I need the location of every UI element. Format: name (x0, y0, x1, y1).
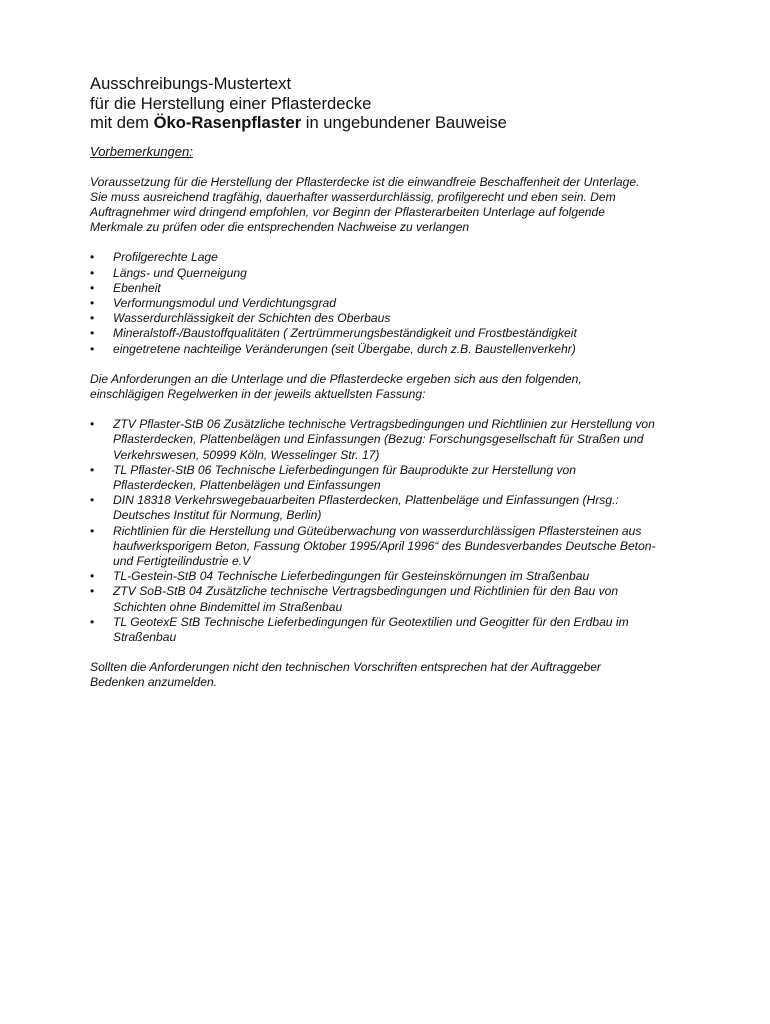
title-line-3 (90, 113, 690, 133)
product-name: Öko-Rasenpflaster (153, 113, 302, 132)
title-line-3-suffix: in ungebundener Bauweise (301, 113, 507, 132)
regulations-list (90, 417, 690, 645)
criteria-list (90, 250, 690, 356)
intro-paragraph (90, 175, 690, 236)
intro-line: Sie muss ausreichend tragfähig, dauerhafter wasserdurchlässig, profilgerecht und eben sein. Dem (90, 189, 616, 204)
regulation-line: ZTV SoB-StB 04 Zusätzliche technische Vertragsbedingungen und Richtlinien für den Bau von (113, 584, 619, 599)
closing-line: Sollten die Anforderungen nicht den technischen Vorschriften entsprechen hat der Auftraggeber (90, 660, 601, 675)
regulation-line: Straßenbau (113, 629, 177, 644)
regulation-line: haufwerksporigem Beton, Fassung Oktober 1995/April 1996“ des Bundesverbandes Deutsche Beton- (113, 538, 656, 553)
title-line-2: für die Herstellung einer Pflasterdecke (90, 93, 372, 113)
regulation-line: Verkehrswesen, 50999 Köln, Wesselinger Str. 17) (113, 447, 380, 462)
regulation-item (90, 569, 690, 584)
regulation-item (90, 493, 690, 523)
intro-line: Voraussetzung für die Herstellung der Pflasterdecke ist die einwandfreie Beschaffenheit der Unterlage. (90, 174, 640, 189)
regulation-line: TL Pflaster-StB 06 Technische Lieferbedingungen für Bauprodukte zur Herstellung von (113, 462, 576, 477)
regulation-line: Deutsches Institut für Normung, Berlin) (113, 508, 322, 523)
title-line-3-prefix: mit dem (90, 113, 154, 132)
regulation-item (90, 615, 690, 645)
regulation-item (90, 463, 690, 493)
document-body (90, 74, 690, 691)
criteria-item: • Verformungsmodul und Verdichtungsgrad (90, 296, 690, 311)
regulation-item (90, 417, 690, 463)
criteria-item: • Profilgerechte Lage (90, 250, 690, 265)
intro-line: Merkmale zu prüfen oder die entsprechenden Nachweise zu verlangen (90, 220, 470, 235)
criteria-item: • eingetretene nachteilige Veränderungen (seit Übergabe, durch z.B. Baustellenverkehr) (90, 342, 690, 357)
criteria-item: • Ebenheit (90, 281, 690, 296)
regulation-line: Pflasterdecken, Plattenbelägen und Einfassungen (Bezug: Forschungsgesellschaft für Straßen und (113, 432, 644, 447)
criteria-item: • Längs- und Querneigung (90, 266, 690, 281)
regulation-line: DIN 18318 Verkehrswegebauarbeiten Pflasterdecken, Plattenbeläge und Einfassungen (Hrsg.: (113, 493, 619, 508)
regulation-item (90, 524, 690, 570)
regulation-line: TL-Gestein-StB 04 Technische Lieferbedingungen für Gesteinskörnungen im Straßenbau (113, 569, 590, 584)
regulation-line: Richtlinien für die Herstellung und Güteüberwachung von wasserdurchlässigen Pflastersteinen aus (113, 523, 642, 538)
document-title (90, 74, 690, 133)
regulation-line: ZTV Pflaster-StB 06 Zusätzliche technische Vertragsbedingungen und Richtlinien zur Herstellung von (113, 417, 655, 432)
requirements-line: einschlägigen Regelwerken in der jeweils aktuellsten Fassung: (90, 386, 426, 401)
title-line-1: Ausschreibungs-Mustertext (90, 74, 292, 93)
regulation-line: Pflasterdecken, Plattenbelägen und Einfassungen (113, 477, 381, 492)
regulation-item (90, 584, 690, 614)
regulation-line: und Fertigteilindustrie e.V (113, 553, 251, 568)
closing-line: Bedenken anzumelden. (90, 675, 218, 690)
requirements-line: Die Anforderungen an die Unterlage und die Pflasterdecke ergeben sich aus den folgenden, (90, 371, 582, 386)
regulation-line: Schichten ohne Bindemittel im Straßenbau (113, 599, 343, 614)
requirements-paragraph (90, 372, 690, 402)
preface-heading: Vorbemerkungen: (90, 143, 193, 159)
criteria-item: • Mineralstoff-/Baustoffqualitäten ( Zertrümmerungsbeständigkeit und Frostbeständigkeit (90, 326, 690, 341)
regulation-line: TL GeotexE StB Technische Lieferbedingungen für Geotextilien und Geogitter für den Erdbau im (113, 614, 629, 629)
criteria-item: • Wasserdurchlässigkeit der Schichten des Oberbaus (90, 311, 690, 326)
intro-line: Auftragnehmer wird dringend empfohlen, vor Beginn der Pflasterarbeiten Unterlage auf folgende (90, 204, 605, 219)
closing-paragraph (90, 660, 690, 690)
